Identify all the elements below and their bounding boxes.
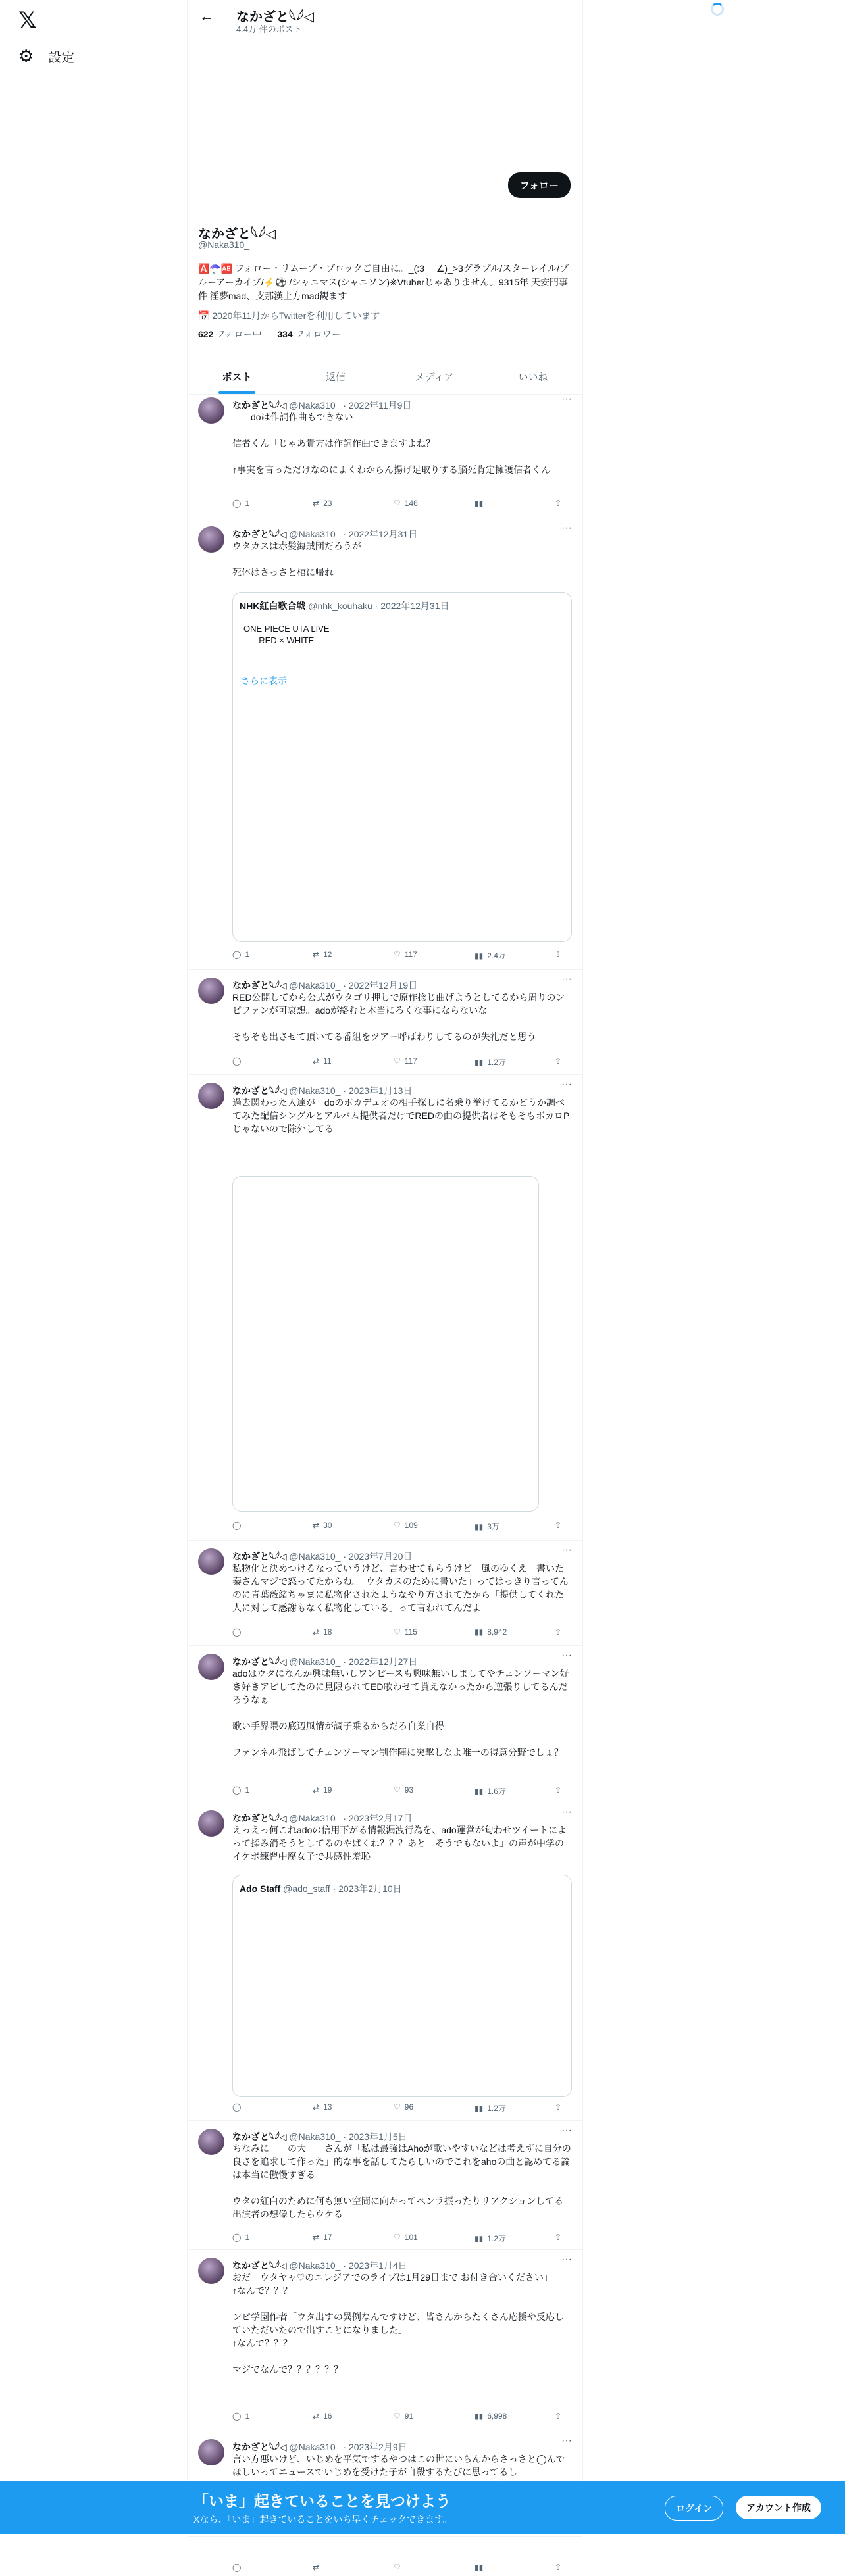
signup-button[interactable]: アカウント作成 xyxy=(736,2496,821,2519)
like-count: 91 xyxy=(404,2412,414,2421)
show-more-link[interactable]: さらに表示 xyxy=(241,676,287,686)
share-icon: ⇧ xyxy=(555,950,562,959)
more-options-icon[interactable]: ··· xyxy=(561,1650,572,1661)
views-button[interactable] xyxy=(474,499,487,508)
heart-icon: ♡ xyxy=(394,499,401,508)
tweet-separator: · xyxy=(343,1085,349,1096)
views-icon: ▮▮ xyxy=(474,951,484,960)
tweet-author-handle[interactable]: @Naka310_ xyxy=(289,2260,341,2271)
avatar[interactable] xyxy=(198,526,224,553)
views-count: 1.2万 xyxy=(487,2104,506,2113)
views-icon: ▮▮ xyxy=(474,2103,484,2113)
left-nav xyxy=(0,0,187,2534)
like-count: 117 xyxy=(404,1056,417,1066)
tweet-header xyxy=(232,1652,417,1668)
retweet-button[interactable] xyxy=(313,2233,332,2242)
reply-button[interactable] xyxy=(232,1627,245,1637)
tweet-text: ウタカスは赤髪海賊団だろうが 死体はさっさと棺に帰れ xyxy=(232,541,361,578)
reply-count: 1 xyxy=(245,2412,250,2421)
tweet-author-handle[interactable]: @Naka310_ xyxy=(289,2442,341,2452)
retweet-button[interactable] xyxy=(313,2102,332,2112)
tweet-header xyxy=(232,396,411,412)
quoted-tweet-header xyxy=(240,599,449,612)
views-button[interactable] xyxy=(474,2233,506,2244)
more-options-icon[interactable]: ··· xyxy=(561,522,572,533)
views-count: 6,998 xyxy=(487,2412,507,2421)
share-button[interactable] xyxy=(555,499,561,508)
views-count: 1.2万 xyxy=(487,1058,506,1067)
profile-bio: 🅰️☂️🆎 フォロー・リムーブ・ブロックご自由に。_(:3 」∠)_>3グラブル/スターレイル/ブルーアーカイブ/⚡️⚽️ /シャニマス(シャニソン)※Vtuberじゃありません。9315年 天安門事件 淫夢mad、支那漢土方mad観ます xyxy=(198,263,569,301)
reply-button[interactable] xyxy=(232,950,249,959)
gear-icon: ⚙ xyxy=(18,46,34,66)
tweet-text: 言い方悪いけど、いじめを平気でするやつはこの世にいらんからさっさと◯んでほしいってニュースでいじめを受けた子が自殺するたびに思ってるし xyxy=(232,2454,565,2477)
retweet-button[interactable] xyxy=(313,2563,323,2572)
tweet-author-name[interactable]: なかざと𓆩𓆪◁ xyxy=(232,1656,287,1667)
more-options-icon[interactable]: ··· xyxy=(561,974,572,985)
joined-text: 2020年11月からTwitterを利用しています xyxy=(212,310,380,321)
avatar[interactable] xyxy=(198,978,224,1004)
like-button[interactable] xyxy=(394,950,417,959)
tweet-text: doは作詞作曲もできない 信者くん「じゃあ貴方は作詞作曲できますよね？」 ↑事実を言っただけなのによくわからん揚げ足取りする脳死肯定擁護信者くん xyxy=(232,412,550,475)
tweet-author-name[interactable]: なかざと𓆩𓆪◁ xyxy=(232,400,287,410)
tweet-author-name[interactable]: なかざと𓆩𓆪◁ xyxy=(232,2131,287,2142)
like-button[interactable] xyxy=(394,499,418,508)
share-button[interactable] xyxy=(555,2102,561,2112)
share-icon: ⇧ xyxy=(555,2563,562,2572)
retweet-count: 30 xyxy=(323,1521,332,1530)
avatar[interactable] xyxy=(198,1654,224,1680)
quoted-text xyxy=(243,623,330,647)
tweet-text: ちなみに の大 さんが「私は最強はAhoが歌いやすいなどは考えずに自分の良さを追求して作った」的な事を話してたらしいのでこれをahoの曲と認めてる論は本当に傲慢すぎる ウタの紅白のために何も無い空間に向かってペンラ振ったりリアクションしてる出演者の想像したらウケる xyxy=(232,2143,571,2219)
views-count: 2.4万 xyxy=(487,951,506,960)
reply-icon: ◯ xyxy=(232,1627,242,1637)
tweet-author-name[interactable]: なかざと𓆩𓆪◁ xyxy=(232,529,287,539)
share-icon: ⇧ xyxy=(555,2102,562,2112)
reply-count: 1 xyxy=(245,499,250,508)
retweet-button[interactable] xyxy=(313,499,332,508)
views-count: 3万 xyxy=(487,1522,499,1531)
quoted-line-1: ONE PIECE UTA LIVE xyxy=(243,624,330,633)
views-icon: ▮▮ xyxy=(474,2563,484,2572)
tweet-text: えっえっ何これadoの信用下がる情報漏洩行為を、ado運営が匂わせツイートによって揉み消そうとしてるのやばくね？？？あと「そうでもないよ」の声が中学のイケボ練習中腐女子で共感性羞恥 xyxy=(232,1825,567,1862)
retweet-icon: ⇄ xyxy=(313,2233,320,2242)
like-button[interactable] xyxy=(394,1056,417,1066)
share-icon: ⇧ xyxy=(555,499,562,508)
views-button[interactable] xyxy=(474,1056,506,1068)
retweet-icon: ⇄ xyxy=(313,1521,320,1530)
tweet-author-handle[interactable]: @Naka310_ xyxy=(289,1551,341,1562)
tweet-text: RED公開してから公式がウタゴリ押しで原作捻じ曲げようとしてるから周りのンピファンが可哀想。adoが絡むと本当にろくな事にならないな そもそも出させて頂いてる番組をツアー呼ばわりしてるのが失礼だと思う xyxy=(232,992,565,1042)
more-options-icon[interactable]: ··· xyxy=(561,393,572,405)
views-button[interactable] xyxy=(474,1521,499,1532)
tweet-separator: · xyxy=(343,1656,349,1667)
followers-count[interactable]: 334 xyxy=(277,329,293,339)
heart-icon: ♡ xyxy=(394,2102,401,2112)
reply-button[interactable] xyxy=(232,2563,245,2572)
more-options-icon[interactable]: ··· xyxy=(561,1545,572,1556)
tweet-separator: · xyxy=(343,529,349,539)
tweet-author-handle[interactable]: @Naka310_ xyxy=(289,400,341,410)
reply-count: 1 xyxy=(245,1785,250,1795)
tweet-header xyxy=(232,976,417,992)
tweet-media[interactable] xyxy=(232,1176,539,1512)
retweet-count: 16 xyxy=(323,2412,332,2421)
tweet[interactable] xyxy=(188,1802,582,2121)
retweet-count: 12 xyxy=(323,950,332,959)
tweet-header xyxy=(232,2256,407,2272)
quoted-author-handle: @nhk_kouhaku xyxy=(308,601,372,611)
profile-stats xyxy=(198,328,341,341)
tweet-separator: · xyxy=(343,980,349,991)
share-button[interactable] xyxy=(555,2412,561,2421)
heart-icon: ♡ xyxy=(394,2563,401,2572)
more-options-icon[interactable]: ··· xyxy=(561,1079,572,1090)
tweet-actions xyxy=(232,1627,575,1641)
like-count: 109 xyxy=(404,1521,418,1530)
heart-icon: ♡ xyxy=(394,1785,401,1795)
tweet-author-handle[interactable]: @Naka310_ xyxy=(289,529,341,539)
reply-icon: ◯ xyxy=(232,2563,242,2572)
views-icon: ▮▮ xyxy=(474,2412,484,2421)
retweet-icon: ⇄ xyxy=(313,950,320,959)
tweet-separator: · xyxy=(343,1551,349,1562)
more-options-icon[interactable]: ··· xyxy=(561,2435,572,2446)
bottom-subtitle: Xなら、「いま」起きていることをいち早くチェックできます。 xyxy=(193,2514,452,2525)
quoted-date: 2023年2月10日 xyxy=(338,1883,402,1894)
retweet-icon: ⇄ xyxy=(313,2412,320,2421)
reply-icon: ◯ xyxy=(232,499,242,508)
tweet-actions xyxy=(232,499,575,512)
reply-button[interactable] xyxy=(232,499,249,508)
tweet-author-handle[interactable]: @Naka310_ xyxy=(289,1085,341,1096)
reply-button[interactable] xyxy=(232,1056,245,1066)
retweet-count: 19 xyxy=(323,1785,332,1795)
avatar[interactable] xyxy=(198,1810,224,1837)
retweet-button[interactable] xyxy=(313,1521,332,1530)
tweet-date[interactable]: 2023年2月9日 xyxy=(348,2442,407,2452)
tab-media[interactable]: メディア xyxy=(415,372,454,383)
like-count: 115 xyxy=(404,1627,417,1637)
profile-header-bar xyxy=(188,0,582,38)
share-button[interactable] xyxy=(555,950,561,959)
retweet-button[interactable] xyxy=(313,2412,332,2421)
tweet-header xyxy=(232,525,417,541)
tweet[interactable] xyxy=(188,970,582,1075)
calendar-icon: 📅 xyxy=(198,310,213,321)
x-logo-icon[interactable]: 𝕏 xyxy=(18,8,37,33)
tweet-text: 私物化と決めつけるなっていうけど、言わせてもらうけど「風のゆくえ」書いた秦さんマジで怒ってたからね。「ウタカスのために書いた」ってはっきり言ってんのに青葉薇緒ちゃまに私物化されたようなやり方されてたから「提供してくれた人に対して感謝もなく私物化している」って言われてんだよ xyxy=(232,1563,569,1613)
more-options-icon[interactable]: ··· xyxy=(561,1806,572,1818)
like-button[interactable] xyxy=(394,1785,413,1795)
views-icon: ▮▮ xyxy=(474,2233,484,2243)
back-arrow-icon[interactable]: ← xyxy=(199,8,214,24)
like-button[interactable] xyxy=(394,2412,413,2421)
quoted-tweet[interactable] xyxy=(232,1875,572,2097)
heart-icon: ♡ xyxy=(394,2233,401,2242)
tweet-header xyxy=(232,1547,412,1563)
tweet-actions xyxy=(232,1521,575,1534)
followers-label: フォロワー xyxy=(292,329,341,339)
views-count: 1.6万 xyxy=(487,1787,506,1796)
tweet-author-handle[interactable]: @Naka310_ xyxy=(289,1656,341,1667)
reply-button[interactable] xyxy=(232,1785,249,1795)
tweet-header xyxy=(232,2127,407,2143)
reply-icon: ◯ xyxy=(232,2102,242,2112)
tweet-text: adoはウタになんか興味無いしワンピースも興味無いしましてやチェンソーマン好き好きアピしてたのに見限られてED歌わせて貰えなかったから逆張りしてるんだろうなぁ 歌い手界隈の底辺風情が調子乗るからだろ自業自得 ファンネル飛ばしてチェンソーマン制作陣に突撃しなよ唯一の得意分野でしょ？ xyxy=(232,1668,569,1758)
following-label: フォロー中 xyxy=(213,329,262,339)
tweet-text: 過去関わった人達が doのボカデュオの相手探しに名乗り挙げてるかどうか調べてみた配信シングルとアルバム提供者だけでREDの曲の提供者はそもそもボカロPじゃないので除外してる xyxy=(232,1097,570,1134)
more-options-icon[interactable]: ··· xyxy=(561,2254,572,2265)
follow-button[interactable]: フォロー xyxy=(508,172,571,198)
tweet-date[interactable]: 2022年12月19日 xyxy=(348,980,418,991)
reply-icon: ◯ xyxy=(232,2412,242,2421)
retweet-icon: ⇄ xyxy=(313,1785,320,1795)
share-icon: ⇧ xyxy=(555,2233,562,2242)
share-icon: ⇧ xyxy=(555,1056,562,1066)
tweet-date[interactable]: 2023年1月13日 xyxy=(348,1085,413,1096)
tweet-actions xyxy=(232,1056,575,1070)
tweet-separator: · xyxy=(343,2131,349,2142)
reply-button[interactable] xyxy=(232,2233,249,2242)
views-button[interactable] xyxy=(474,1785,506,1796)
quoted-author-name: Ado Staff xyxy=(240,1883,281,1894)
tweet[interactable] xyxy=(188,389,582,518)
tweet-author-handle[interactable]: @Naka310_ xyxy=(289,1813,341,1823)
like-count: 117 xyxy=(404,950,417,959)
retweet-count: 13 xyxy=(323,2102,332,2112)
tweet-author-name[interactable]: なかざと𓆩𓆪◁ xyxy=(232,1813,287,1823)
tweet-author-name[interactable]: なかざと𓆩𓆪◁ xyxy=(232,1085,287,1096)
login-button[interactable]: ログイン xyxy=(665,2496,723,2521)
tweet-actions xyxy=(232,1785,575,1798)
like-button[interactable] xyxy=(394,2233,418,2242)
tweet-text: おだ「ウタヤャ♡のエレジアでのライブは1月29日まで お付き合いください」 ↑なんで？？？ ンピ学園作者「ウタ出すの異例なんですけど、皆さんからたくさん応援や反応していただいたので出すことになりました」 ↑なんで？？？ マジでなんで？？？？？？ xyxy=(232,2272,564,2375)
quoted-author-name: NHK紅白歌合戦 xyxy=(240,601,306,611)
tweet-author-name[interactable]: なかざと𓆩𓆪◁ xyxy=(232,2442,287,2452)
views-icon: ▮▮ xyxy=(474,1522,484,1531)
header-post-count: 4.4万 件のポスト xyxy=(236,24,302,34)
tweet-author-name[interactable]: なかざと𓆩𓆪◁ xyxy=(232,980,287,991)
tweet-separator: · xyxy=(343,2442,349,2452)
tweet-actions xyxy=(232,950,575,963)
views-icon: ▮▮ xyxy=(474,1057,484,1067)
tweet[interactable] xyxy=(188,1541,582,1646)
tab-replies[interactable]: 返信 xyxy=(325,372,346,383)
quoted-separator: · xyxy=(332,1883,339,1894)
tweet-author-name[interactable]: なかざと𓆩𓆪◁ xyxy=(232,1551,287,1562)
avatar[interactable] xyxy=(198,397,224,424)
tweet-author-handle[interactable]: @Naka310_ xyxy=(289,980,341,991)
quoted-separator: · xyxy=(374,601,381,611)
tweet[interactable] xyxy=(188,2250,582,2431)
like-count: 96 xyxy=(404,2102,414,2112)
tweet-header xyxy=(232,1809,412,1825)
heart-icon: ♡ xyxy=(394,1056,401,1066)
header-name: なかざと𓆩𓆪◁ xyxy=(236,10,314,24)
tweet-actions xyxy=(232,2563,575,2576)
like-button[interactable] xyxy=(394,2563,405,2572)
tweet-separator: · xyxy=(343,1813,349,1823)
tweet-separator: · xyxy=(343,400,349,410)
tweet[interactable] xyxy=(188,518,582,970)
heart-icon: ♡ xyxy=(394,1521,401,1530)
reply-icon: ◯ xyxy=(232,1521,242,1530)
reply-icon: ◯ xyxy=(232,1056,242,1066)
quoted-author-handle: @ado_staff xyxy=(283,1883,330,1894)
more-options-icon[interactable]: ··· xyxy=(561,2125,572,2136)
reply-count: 1 xyxy=(245,2233,250,2242)
heart-icon: ♡ xyxy=(394,950,401,959)
tweet-date[interactable]: 2022年11月9日 xyxy=(348,400,412,410)
reply-icon: ◯ xyxy=(232,1785,242,1795)
share-icon: ⇧ xyxy=(555,1785,562,1795)
views-button[interactable] xyxy=(474,2102,506,2114)
views-count: 8,942 xyxy=(487,1627,507,1637)
views-button[interactable] xyxy=(474,1627,507,1637)
main-column xyxy=(187,0,583,2572)
retweet-icon: ⇄ xyxy=(313,1056,320,1066)
quoted-tweet[interactable] xyxy=(232,592,572,942)
share-button[interactable] xyxy=(555,1056,561,1066)
bottom-title: 「いま」起きていることを見つけよう xyxy=(193,2492,451,2510)
tweet[interactable] xyxy=(188,1646,582,1802)
share-button[interactable] xyxy=(555,1521,561,1530)
reply-count: 1 xyxy=(245,950,250,959)
share-button[interactable] xyxy=(555,2563,561,2572)
profile-name: なかざと𓆩𓆪◁ xyxy=(198,227,276,241)
retweet-icon: ⇄ xyxy=(313,2563,320,2572)
reply-icon: ◯ xyxy=(232,950,242,959)
reply-button[interactable] xyxy=(232,2102,245,2112)
views-icon: ▮▮ xyxy=(474,1786,484,1796)
reply-button[interactable] xyxy=(232,1521,245,1530)
quoted-date: 2022年12月31日 xyxy=(380,601,449,611)
share-icon: ⇧ xyxy=(555,1627,562,1637)
like-count: 101 xyxy=(404,2233,418,2242)
heart-icon: ♡ xyxy=(394,2412,401,2421)
quoted-line-2: RED × WHITE xyxy=(259,635,315,645)
tweet-date[interactable]: 2022年12月27日 xyxy=(348,1656,418,1667)
profile-info xyxy=(188,170,582,389)
views-icon: ▮▮ xyxy=(474,1627,484,1637)
retweet-count: 23 xyxy=(323,499,332,508)
views-button[interactable] xyxy=(474,2563,487,2572)
tweet-header xyxy=(232,2438,407,2454)
tweet-actions xyxy=(232,2102,575,2116)
retweet-icon: ⇄ xyxy=(313,1627,320,1637)
profile-joined xyxy=(198,309,380,322)
tab-posts[interactable]: ポスト xyxy=(188,360,286,394)
profile-handle: @Naka310_ xyxy=(198,239,250,250)
tweet-date[interactable]: 2023年1月4日 xyxy=(348,2260,407,2271)
retweet-count: 17 xyxy=(323,2233,332,2242)
tweet-author-handle[interactable]: @Naka310_ xyxy=(289,2131,341,2142)
like-button[interactable] xyxy=(394,1521,418,1530)
tweet-header xyxy=(232,1081,412,1097)
share-icon: ⇧ xyxy=(555,2412,562,2421)
retweet-count: 18 xyxy=(323,1627,332,1637)
views-button[interactable] xyxy=(474,2412,507,2421)
like-count: 93 xyxy=(404,1785,414,1795)
like-count: 146 xyxy=(404,499,418,508)
settings-label: 設定 xyxy=(48,51,75,65)
like-button[interactable] xyxy=(394,1627,417,1637)
loading-spinner-icon xyxy=(711,3,724,16)
views-icon: ▮▮ xyxy=(474,499,484,508)
tweet-date[interactable]: 2023年1月5日 xyxy=(348,2131,407,2142)
share-button[interactable] xyxy=(555,1785,561,1795)
heart-icon: ♡ xyxy=(394,1627,401,1637)
tab-likes[interactable]: いいね xyxy=(518,372,548,383)
profile-banner xyxy=(188,38,582,170)
retweet-button[interactable] xyxy=(313,1056,332,1066)
avatar[interactable] xyxy=(198,1083,224,1109)
retweet-icon: ⇄ xyxy=(313,499,320,508)
avatar[interactable] xyxy=(198,2439,224,2465)
tweet-author-name[interactable]: なかざと𓆩𓆪◁ xyxy=(232,2260,287,2271)
tweet-actions xyxy=(232,2233,575,2246)
avatar[interactable] xyxy=(198,2129,224,2155)
retweet-count: 11 xyxy=(323,1056,332,1066)
like-button[interactable] xyxy=(394,2102,413,2112)
tweet-separator: · xyxy=(343,2260,349,2271)
retweet-button[interactable] xyxy=(313,1785,332,1795)
share-button[interactable] xyxy=(555,2233,561,2242)
bottom-signup-bar xyxy=(0,2481,845,2534)
avatar[interactable] xyxy=(198,2258,224,2284)
tweet-date[interactable]: 2023年7月20日 xyxy=(348,1551,413,1562)
settings-link[interactable] xyxy=(18,46,74,66)
share-button[interactable] xyxy=(555,1627,561,1637)
tweet-date[interactable]: 2023年2月17日 xyxy=(348,1813,413,1823)
reply-icon: ◯ xyxy=(232,2233,242,2242)
retweet-button[interactable] xyxy=(313,1627,332,1637)
tweet[interactable] xyxy=(188,2121,582,2250)
tweet[interactable] xyxy=(188,1075,582,1541)
tweet-date[interactable]: 2022年12月31日 xyxy=(348,529,418,539)
reply-button[interactable] xyxy=(232,2412,249,2421)
retweet-icon: ⇄ xyxy=(313,2102,320,2112)
quoted-tweet-header xyxy=(240,1882,402,1895)
following-count[interactable]: 622 xyxy=(198,329,214,339)
avatar[interactable] xyxy=(198,1548,224,1575)
views-button[interactable] xyxy=(474,950,506,961)
tweet-actions xyxy=(232,2412,575,2425)
retweet-button[interactable] xyxy=(313,950,332,959)
views-count: 1.2万 xyxy=(487,2234,506,2243)
share-icon: ⇧ xyxy=(555,1521,562,1530)
